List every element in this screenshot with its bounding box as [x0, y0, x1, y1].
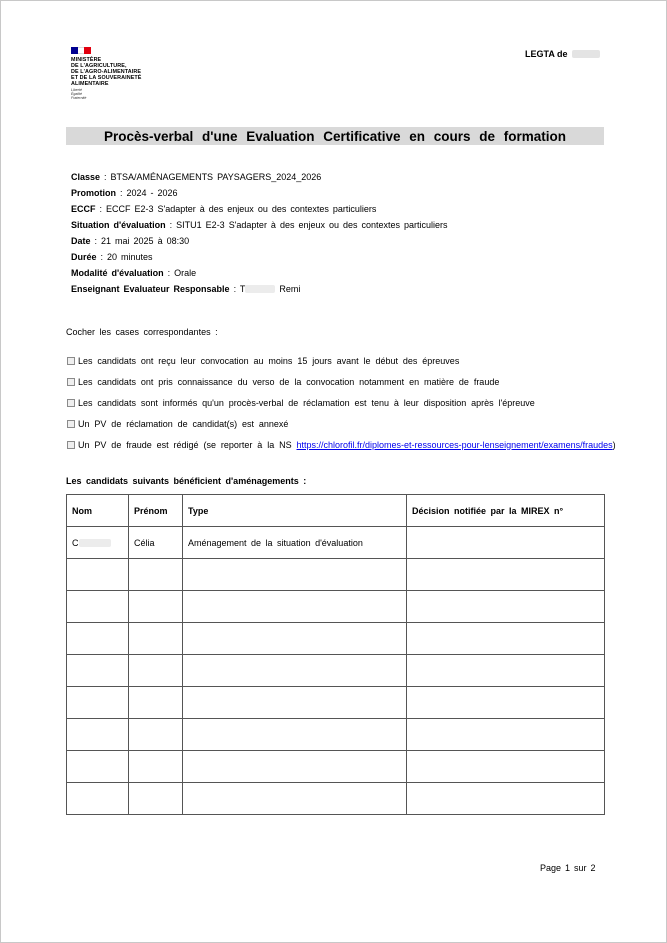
table-row: [67, 783, 605, 815]
table-cell: [407, 527, 605, 559]
column-header-nom: Nom: [67, 495, 129, 527]
fraud-link[interactable]: https://chlorofil.fr/diplomes-et-ressources-pour-lenseignement/examens/fraudes: [296, 439, 613, 450]
ministry-logo: [71, 47, 171, 101]
checklist-item: Un PV de réclamation de candidat(s) est annexé: [67, 413, 616, 434]
table-row: [67, 687, 605, 719]
table-cell: [407, 655, 605, 687]
table-cell: [67, 591, 129, 623]
table-row: [67, 591, 605, 623]
table-header-row: [67, 495, 605, 527]
checkbox[interactable]: [67, 420, 75, 428]
table-cell: [407, 559, 605, 591]
table-cell: [183, 751, 407, 783]
info-situation: Situation d'évaluation : SITU1 E2-3 S'adapter à des enjeux ou des contextes particuliers: [71, 220, 448, 230]
table-cell: [407, 623, 605, 655]
column-header-prenom: Prénom: [129, 495, 183, 527]
table-cell: [129, 719, 183, 751]
table-cell: [129, 655, 183, 687]
redacted-name: [79, 539, 111, 547]
table-cell: [183, 655, 407, 687]
table-cell: C: [67, 527, 129, 559]
evaluation-info: [71, 171, 448, 299]
table-cell: [129, 591, 183, 623]
info-duree: Durée : 20 minutes: [71, 252, 153, 262]
ministry-name: MINISTÈRE DE L'AGRICULTURE, DE L'AGRO-ALIMENTAIRE ET DE LA SOUVERAINETÉ ALIMENTAIRE: [71, 57, 142, 87]
french-flag-icon: [71, 47, 91, 54]
table-cell: [67, 559, 129, 591]
table-cell: Célia: [129, 527, 183, 559]
legta-label: LEGTA de: [525, 49, 568, 59]
checkbox[interactable]: [67, 378, 75, 386]
info-promotion: Promotion : 2024 - 2026: [71, 188, 178, 198]
table-cell: [407, 591, 605, 623]
checkbox[interactable]: [67, 399, 75, 407]
table-cell: [129, 559, 183, 591]
republic-motto: Liberté Égalité Fraternité: [71, 88, 87, 101]
redacted-establishment: [572, 50, 600, 58]
table-row: [67, 623, 605, 655]
table-cell: [183, 623, 407, 655]
table-row: [67, 751, 605, 783]
table-cell: [183, 687, 407, 719]
table-row: [67, 527, 605, 559]
checklist-item: Les candidats sont informés qu'un procès-verbal de réclamation est tenu à leur disposition après l'épreuve: [67, 392, 616, 413]
table-cell: [183, 591, 407, 623]
table-cell: [129, 783, 183, 815]
table-cell: [67, 751, 129, 783]
redacted-name: [245, 285, 275, 293]
table-cell: [67, 719, 129, 751]
amenagements-table: [66, 494, 605, 815]
checklist-intro: Cocher les cases correspondantes :: [66, 327, 218, 337]
table-cell: [129, 751, 183, 783]
page-number: Page 1 sur 2: [540, 863, 596, 873]
info-modalite: Modalité d'évaluation : Orale: [71, 268, 197, 278]
column-header-decision: Décision notifiée par la MIREX n°: [407, 495, 605, 527]
checkbox[interactable]: [67, 357, 75, 365]
table-cell: [67, 687, 129, 719]
table-cell: [407, 687, 605, 719]
amenagements-heading: Les candidats suivants bénéficient d'aménagements :: [66, 476, 307, 486]
info-classe: Classe : BTSA/AMÉNAGEMENTS PAYSAGERS_2024_2026: [71, 172, 322, 182]
table-cell: [183, 559, 407, 591]
table-cell: [67, 623, 129, 655]
table-cell: [407, 719, 605, 751]
table-cell: [67, 655, 129, 687]
checklist: [67, 350, 616, 455]
document-title: Procès-verbal d'une Evaluation Certificative en cours de formation: [66, 127, 604, 145]
info-enseignant: Enseignant Evaluateur Responsable : T Remi: [71, 284, 301, 294]
table-row: [67, 719, 605, 751]
table-row: [67, 655, 605, 687]
legta-header: [525, 49, 600, 59]
checklist-item: Un PV de fraude est rédigé (se reporter à la NS https://chlorofil.fr/diplomes-et-ressources-pour-lenseignement/examens/fraudes ): [67, 434, 616, 455]
info-eccf: ECCF : ECCF E2-3 S'adapter à des enjeux ou des contextes particuliers: [71, 204, 377, 214]
table-cell: [407, 783, 605, 815]
table-cell: [183, 783, 407, 815]
info-date: Date : 21 mai 2025 à 08:30: [71, 236, 190, 246]
checklist-item: Les candidats ont reçu leur convocation au moins 15 jours avant le début des épreuves: [67, 350, 616, 371]
table-cell: Aménagement de la situation d'évaluation: [183, 527, 407, 559]
table-cell: [129, 687, 183, 719]
table-cell: [129, 623, 183, 655]
table-row: [67, 559, 605, 591]
checkbox[interactable]: [67, 441, 75, 449]
table-cell: [183, 719, 407, 751]
column-header-type: Type: [183, 495, 407, 527]
table-cell: [67, 783, 129, 815]
checklist-item: Les candidats ont pris connaissance du verso de la convocation notamment en matière de fraude: [67, 371, 616, 392]
table-cell: [407, 751, 605, 783]
